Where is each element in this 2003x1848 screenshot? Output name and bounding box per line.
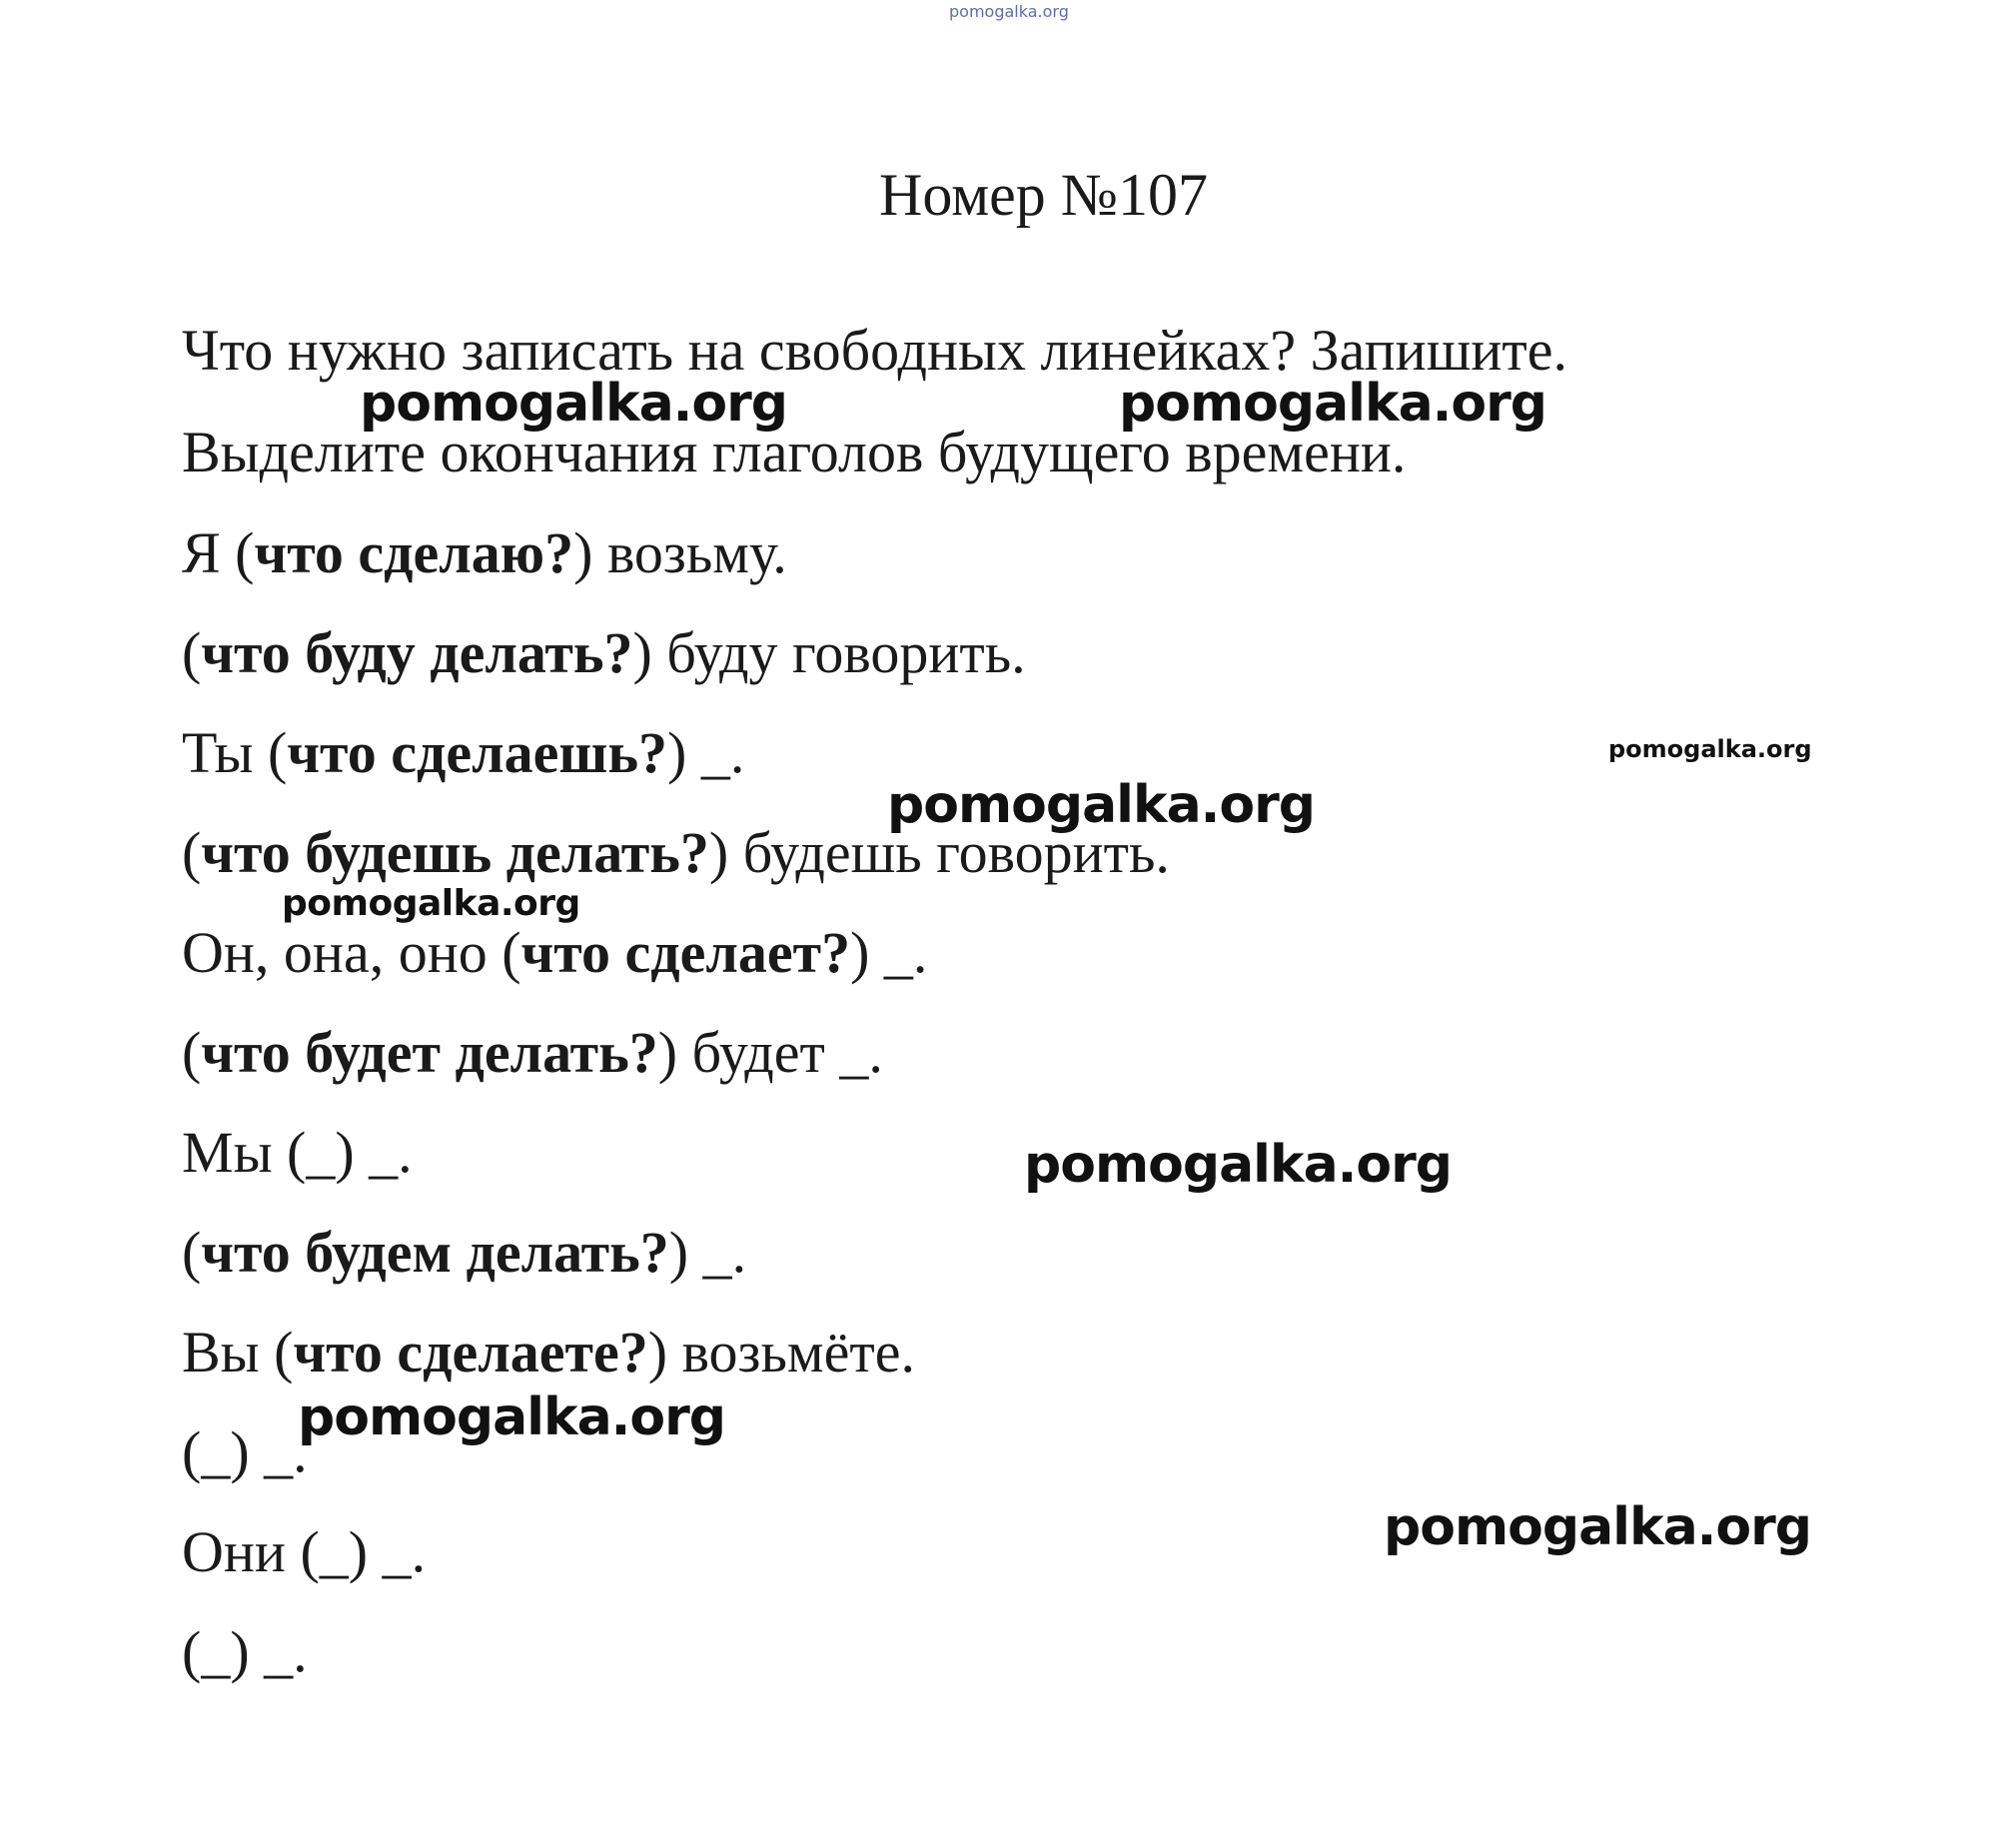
exercise-line-4: (что будешь делать?) будешь говорить. (182, 820, 1170, 885)
task-line-1: Что нужно записать на свободных линейках? Запишите. (182, 318, 1567, 383)
exercise-line-2: (что буду делать?) буду говорить. (182, 620, 1026, 685)
watermark: pomogalka.org (1024, 1135, 1453, 1195)
exercise-line-8: (что будем делать?) _. (182, 1220, 747, 1285)
exercise-line-3: Ты (что сделаешь?) _. (182, 720, 745, 785)
exercise-line-1: Я (что сделаю?) возьму. (182, 520, 787, 585)
exercise-line-5: Он, она, оно (что сделает?) _. (182, 920, 928, 985)
watermark: pomogalka.org (360, 374, 788, 434)
task-line-2: Выделите окончания глаголов будущего времени. (182, 420, 1407, 484)
exercise-line-9: Вы (что сделаете?) возьмёте. (182, 1320, 915, 1385)
exercise-line-7: Мы (_) _. (182, 1120, 413, 1185)
watermark: pomogalka.org (282, 883, 580, 924)
watermark: pomogalka.org (298, 1387, 726, 1447)
watermark: pomogalka.org (887, 775, 1316, 835)
exercise-line-11: Они (_) _. (182, 1519, 427, 1584)
watermark: pomogalka.org (1608, 735, 1812, 763)
exercise-line-6: (что будет делать?) будет _. (182, 1020, 883, 1085)
page-title: Номер №107 (879, 162, 1209, 228)
watermark: pomogalka.org (1119, 374, 1547, 434)
top-watermark: pomogalka.org (949, 2, 1069, 21)
exercise-line-12: (_) _. (182, 1619, 308, 1684)
exercise-line-10: (_) _. (182, 1419, 308, 1484)
watermark: pomogalka.org (1384, 1497, 1812, 1557)
